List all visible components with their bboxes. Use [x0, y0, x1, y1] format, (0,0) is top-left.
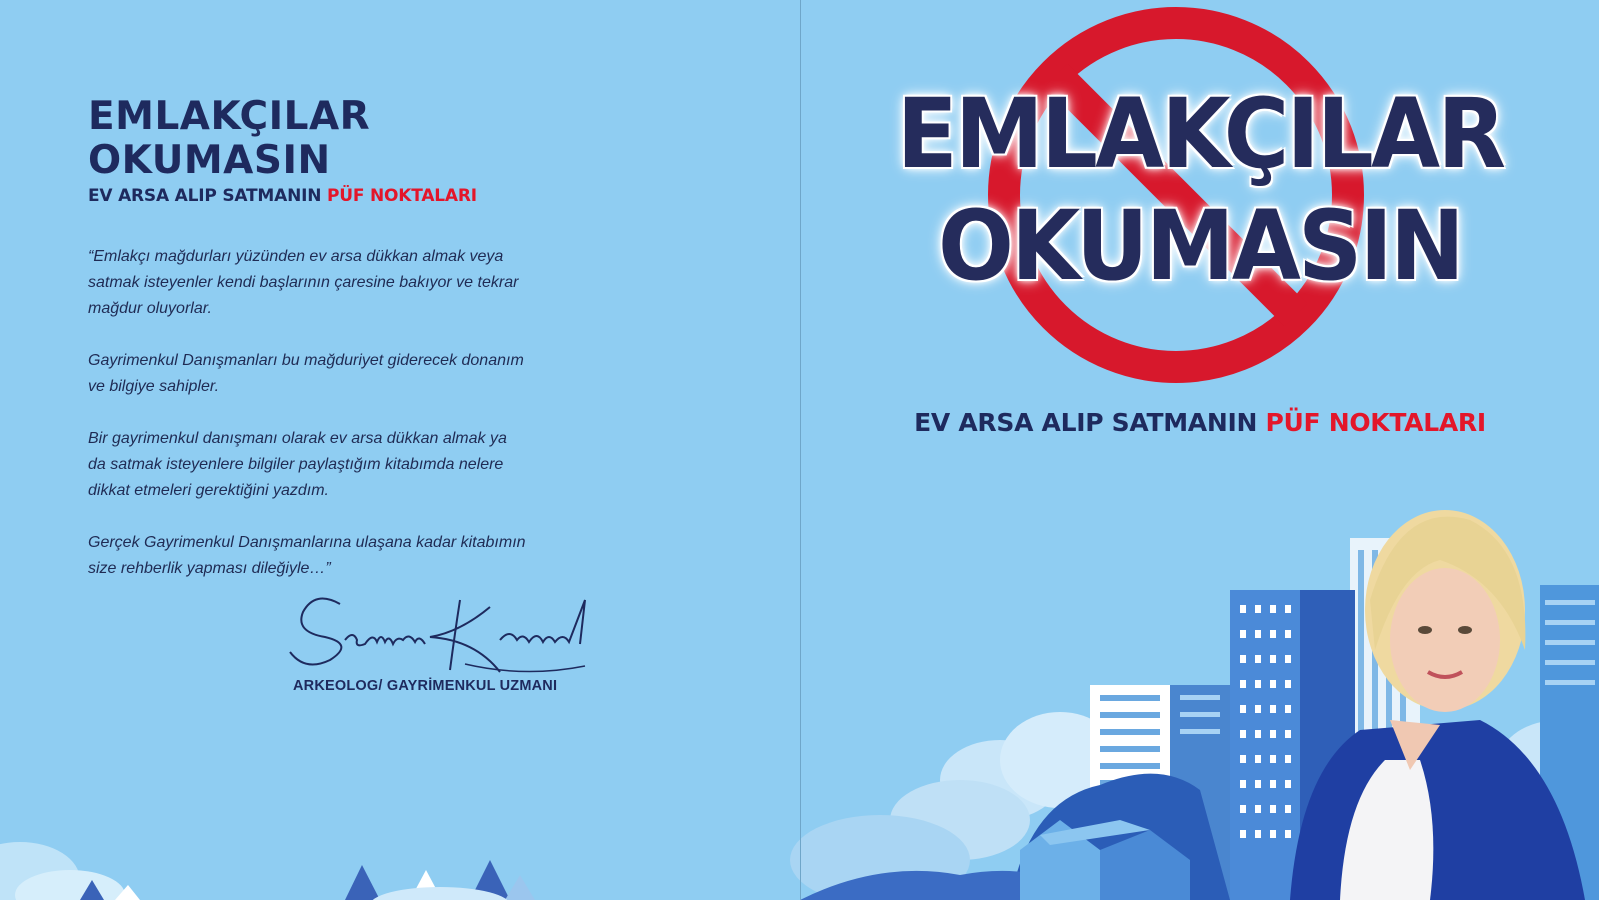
- back-cover-title: [88, 95, 370, 183]
- front-title-line1: EMLAKÇILAR: [896, 78, 1504, 190]
- quote-paragraph: “Emlakçı mağdurları yüzünden ev arsa dükkan almak veya satmak isteyenler kendi başlarının çaresine bakıyor ve tekrar mağdur oluyorlar.: [88, 248, 519, 317]
- author-role: ARKEOLOG/ GAYRİMENKUL UZMANI: [293, 678, 558, 694]
- back-title-line2: OKUMASIN: [88, 138, 331, 183]
- author-signature: [285, 592, 605, 684]
- quote-paragraph: Gerçek Gayrimenkul Danışmanlarına ulaşana kadar kitabımın size rehberlik yapması dileğiyle…”: [88, 534, 526, 577]
- author-quote: [88, 244, 528, 608]
- quote-paragraph: Bir gayrimenkul danışmanı olarak ev arsa dükkan almak ya da satmak isteyenlere bilgiler paylaştığım kitabımda nelere dikkat etmeleri gerektiğini yazdım.: [88, 430, 507, 499]
- back-subtitle-main: EV ARSA ALIP SATMANIN: [88, 186, 327, 206]
- back-subtitle-highlight: PÜF NOKTALARI: [327, 186, 477, 206]
- back-title-line1: EMLAKÇILAR: [88, 94, 371, 139]
- front-cover-title: [829, 78, 1571, 302]
- back-cover-subtitle: [88, 186, 477, 206]
- quote-paragraph: Gayrimenkul Danışmanları bu mağduriyet giderecek donanım ve bilgiye sahipler.: [88, 352, 524, 395]
- front-subtitle-highlight: PÜF NOKTALARI: [1265, 408, 1486, 437]
- front-title-line2: OKUMASIN: [938, 190, 1462, 302]
- front-subtitle-main: EV ARSA ALIP SATMANIN: [914, 408, 1266, 437]
- front-cover: [801, 0, 1599, 900]
- front-cover-subtitle: [801, 408, 1599, 437]
